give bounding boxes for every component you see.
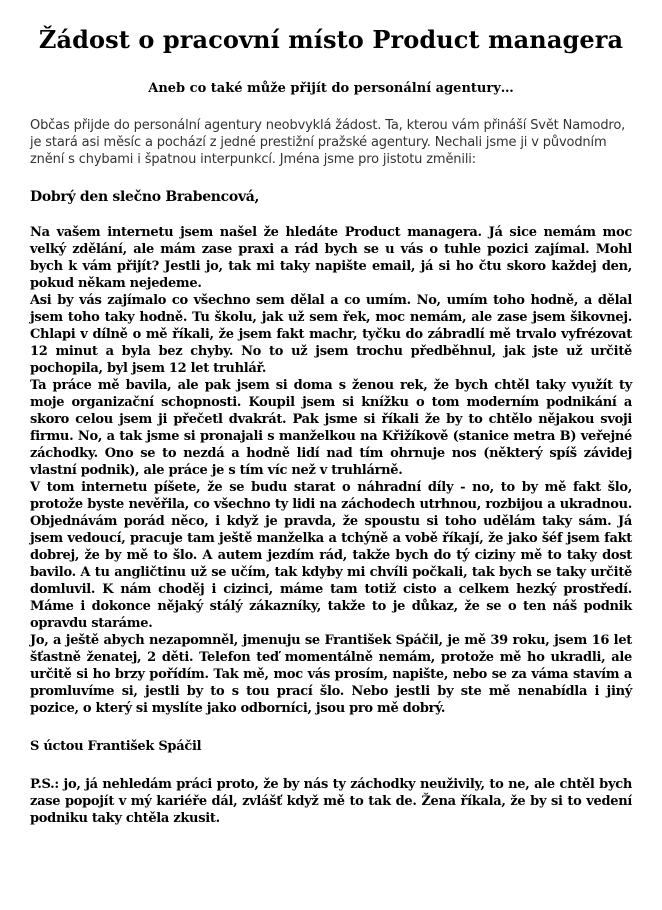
letter-greeting: Dobrý den slečno Brabencová, (30, 189, 260, 205)
letter-paragraph-3: Ta práce mě bavila, ale pak jsem si doma s ženou rek, že bych chtěl taky využít ty moje organizační schopnosti. Koupil jsem si knížku o tom moderním podnikání a skoro celou jsem ji přečetl dvakrát. Pak jsme si říkali že by to chtělo nějakou svoji firmu. No, a tak jsme si pronajali s manželkou na Křižíkově (stanice metra B) veřejné záchodky. Ono se to nezdá a hodně lidí nad tím ohrnuje nos (některý spíš závidej vlastní podnik), ale práce je s tím víc než v truhlárně. (30, 378, 632, 478)
letter-paragraph-5: Jo, a ještě abych nezapomněl, jmenuju se František Spáčil, je mě 39 roku, jsem 16 let šťastně ženatej, 2 děti. Telefon teď momentálně nemám, protože mě ho ukradli, ale určitě si ho brzy pořídím. Tak mě, moc vás prosím, napište, nebo se za váma stavím a promluvíme si, jestli by to s tou prací šlo. Nebo jestli by ste mě nenabídla i jiný pozice, o který si myslíte jako odborníci, jsou pro mě dobrý. (30, 633, 632, 716)
letter-postscript: P.S.: jo, já nehledám práci proto, že by nás ty záchodky neuživily, to ne, ale chtěl bych zase popojít v mý kariéře dál, zvlášť když mě to tak de. Žena říkala, že by si to vedení podniku taky chtěla zkusit. (30, 777, 632, 826)
letter-paragraph-4: V tom internetu píšete, že se budu starat o náhradní díly - no, to by mě fakt šlo, protože byste nevěřila, co všechno ty lidi na záchodech utrhnou, rozbijou a ukradnou. Objednávám porád něco, i když je pravda, že spoustu si toho udělám taky sám. Já jsem vedoucí, pracuje tam ještě manželka a tchýně a vobě říkají, že jako šéf jsem fakt dobrej, že by mě to šlo. A autem jezdím rád, takže bych do tý ciziny mě to taky dost bavilo. A tu angličtinu už se učím, tak kdyby mi chvíli počkali, tak bych se taky určitě domluvil. K nám choděj i cizinci, máme tam totiž cisto a celkem hezký prostředí. Máme i dokonce nějaký stálý zákazníky, takže to je důkaz, že se o ten náš podnik opravdu staráme. (30, 480, 632, 631)
letter-signature: S úctou František Spáčil (30, 739, 202, 754)
document-subtitle: Aneb co také může přijít do personální agentury… (148, 81, 514, 96)
letter-paragraph-1: Na vašem internetu jsem našel že hledáte Product managera. Já sice nemám moc velký zdělání, ale mám zase praxi a rád bych se u vás o tuhle pozici zajímal. Mohl bych k vám přijít? Jestli jo, tak mi taky napište email, já si ho čtu skoro každej den, pokud někam nejedeme. (30, 225, 632, 291)
letter-paragraph-2: Asi by vás zajímalo co všechno sem dělal a co umím. No, umím toho hodně, a dělal jsem toho taky hodně. Tu školu, jak už sem řek, moc nemám, ale zase jsem šikovnej. Chlapi v dílně o mě říkali, že jsem fakt machr, tyčku do zábradlí mě trvalo vyfrézovat 12 minut a byla bez chyby. No to už jsem trochu předběhnul, jak jste už určitě pochopila, byl jsem 12 let truhlář. (30, 293, 632, 376)
letter-body (30, 224, 632, 717)
intro-paragraph: Občas přijde do personální agentury neobvyklá žádost. Ta, kterou vám přináší Svět Namodro, je stará asi měsíc a pochází z jedné prestižní pražské agentury. Nechali jsme ji v původním znění s chybami i špatnou interpunkcí. Jména jsme pro jistotu změnili: (30, 118, 626, 167)
document-title: Žádost o pracovní místo Product managera (38, 25, 624, 54)
